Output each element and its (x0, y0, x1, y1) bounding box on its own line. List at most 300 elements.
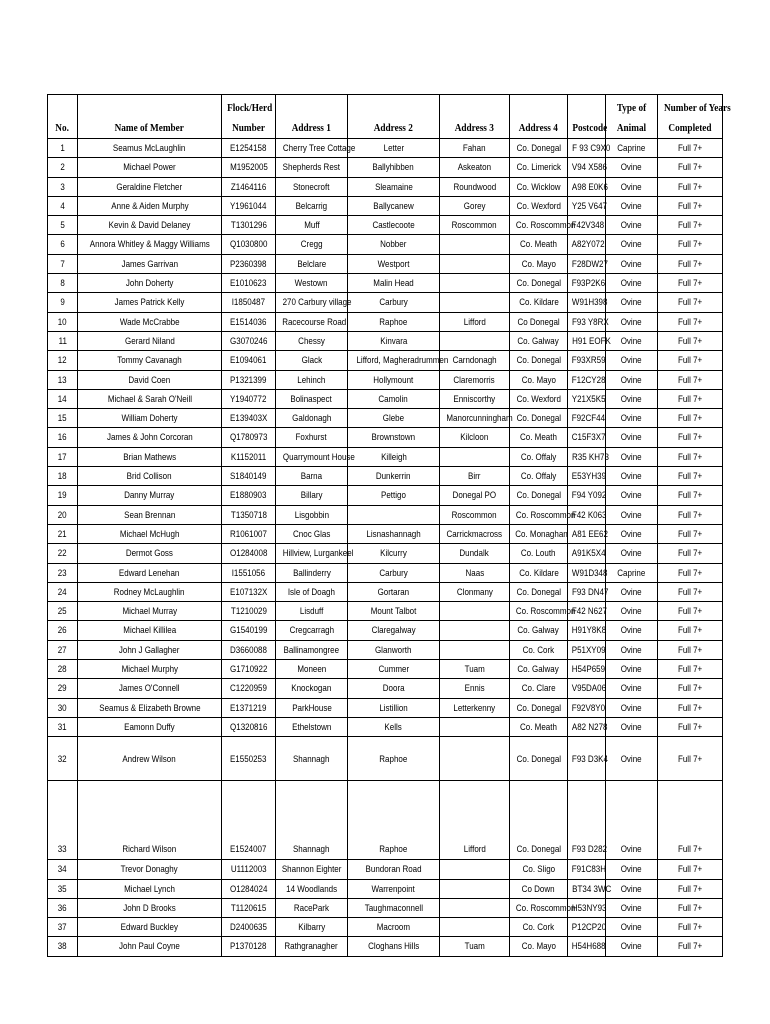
cell-address-2: Sleamaine (348, 177, 440, 196)
cell-flock: Z1464116 (222, 177, 276, 196)
cell-no: 19 (48, 486, 78, 505)
table-row (48, 177, 723, 196)
cell-flock: E1371219 (222, 698, 276, 717)
cell-address-3: Carrickmacross (440, 524, 510, 543)
cell-address-4: Co. Donegal (510, 737, 568, 781)
cell-animal: Ovine (606, 937, 658, 956)
cell-animal: Ovine (606, 351, 658, 370)
table-row (48, 737, 723, 781)
table-row (48, 196, 723, 215)
cell-name: Andrew Wilson (78, 737, 222, 781)
cell-address-2: Kilcurry (348, 544, 440, 563)
cell-postcode: A81 EE62 (568, 524, 606, 543)
cell-years: Full 7+ (658, 918, 723, 937)
table-row (48, 640, 723, 659)
cell-name: Geraldine Fletcher (78, 177, 222, 196)
cell-flock: Q1320816 (222, 717, 276, 736)
cell-animal: Ovine (606, 293, 658, 312)
cell-address-2: Glebe (348, 409, 440, 428)
cell-address-3 (440, 737, 510, 781)
cell-name: Eamonn Duffy (78, 717, 222, 736)
cell-flock: E1514036 (222, 312, 276, 331)
cell-no: 30 (48, 698, 78, 717)
cell-address-3 (440, 640, 510, 659)
cell-no: 18 (48, 467, 78, 486)
cell-address-3: Askeaton (440, 158, 510, 177)
cell-name: Wade McCrabbe (78, 312, 222, 331)
table-row (48, 879, 723, 898)
cell-flock: D3660088 (222, 640, 276, 659)
cell-years: Full 7+ (658, 582, 723, 601)
cell-animal: Ovine (606, 177, 658, 196)
cell-postcode: H53NY93 (568, 898, 606, 917)
cell-postcode: P12CP20 (568, 918, 606, 937)
cell-address-2: Raphoe (348, 312, 440, 331)
table-row (48, 274, 723, 293)
cell-address-1: Cregg (276, 235, 348, 254)
cell-address-1: Cregcarragh (276, 621, 348, 640)
cell-address-4: Co. Meath (510, 235, 568, 254)
cell-address-3 (440, 274, 510, 293)
cell-years: Full 7+ (658, 505, 723, 524)
cell-years: Full 7+ (658, 544, 723, 563)
table-row (48, 486, 723, 505)
header-flock: Flock/Herd Number (222, 95, 276, 139)
cell-years: Full 7+ (658, 235, 723, 254)
cell-postcode: H54H688 (568, 937, 606, 956)
cell-name: Sean Brennan (78, 505, 222, 524)
cell-no: 27 (48, 640, 78, 659)
cell-no: 11 (48, 331, 78, 350)
cell-name: John D Brooks (78, 898, 222, 917)
cell-years: Full 7+ (658, 640, 723, 659)
cell-name: Edward Lenehan (78, 563, 222, 582)
cell-animal: Ovine (606, 409, 658, 428)
cell-animal: Ovine (606, 679, 658, 698)
header-address-2: Address 2 (348, 95, 440, 139)
cell-address-1: Shepherds Rest (276, 158, 348, 177)
cell-address-3: Roundwood (440, 177, 510, 196)
cell-animal: Ovine (606, 486, 658, 505)
table-row (48, 409, 723, 428)
cell-name: Michael Power (78, 158, 222, 177)
cell-no: 22 (48, 544, 78, 563)
cell-address-3 (440, 621, 510, 640)
cell-name: Michael Murphy (78, 660, 222, 679)
cell-no: 36 (48, 898, 78, 917)
cell-postcode: F42 K063 (568, 505, 606, 524)
table-row (48, 679, 723, 698)
cell-address-1: ParkHouse (276, 698, 348, 717)
cell-address-2: Pettigo (348, 486, 440, 505)
cell-years: Full 7+ (658, 860, 723, 879)
cell-years: Full 7+ (658, 139, 723, 158)
cell-postcode: C15F3X7 (568, 428, 606, 447)
cell-address-4: Co. Kildare (510, 293, 568, 312)
cell-address-2: Letter (348, 139, 440, 158)
cell-flock: I1551056 (222, 563, 276, 582)
cell-name: Michael Murray (78, 602, 222, 621)
cell-address-1: Foxhurst (276, 428, 348, 447)
cell-address-1: Barna (276, 467, 348, 486)
table-row (48, 389, 723, 408)
cell-postcode: F93 Y8RX (568, 312, 606, 331)
cell-no: 8 (48, 274, 78, 293)
cell-address-4: Co. Mayo (510, 370, 568, 389)
cell-animal: Ovine (606, 235, 658, 254)
cell-address-1: Billary (276, 486, 348, 505)
cell-flock: C1220959 (222, 679, 276, 698)
cell-no: 14 (48, 389, 78, 408)
cell-no: 24 (48, 582, 78, 601)
cell-flock: T1120615 (222, 898, 276, 917)
cell-animal: Ovine (606, 660, 658, 679)
cell-flock: O1284008 (222, 544, 276, 563)
cell-address-1: Lisduff (276, 602, 348, 621)
cell-postcode: F93P2K6 (568, 274, 606, 293)
cell-address-2: Lifford, Magheradrummen (348, 351, 440, 370)
header-address-3: Address 3 (440, 95, 510, 139)
cell-address-3 (440, 860, 510, 879)
cell-no: 4 (48, 196, 78, 215)
cell-years: Full 7+ (658, 717, 723, 736)
cell-address-3 (440, 331, 510, 350)
cell-name: Michael Lynch (78, 879, 222, 898)
cell-address-2: Killeigh (348, 447, 440, 466)
cell-years: Full 7+ (658, 293, 723, 312)
cell-address-2: Nobber (348, 235, 440, 254)
cell-years: Full 7+ (658, 389, 723, 408)
cell-name: William Doherty (78, 409, 222, 428)
cell-address-4: Co. Donegal (510, 486, 568, 505)
cell-postcode: H91 EOFK (568, 331, 606, 350)
table-row (48, 158, 723, 177)
cell-address-1: RacePark (276, 898, 348, 917)
table-row (48, 602, 723, 621)
cell-no: 16 (48, 428, 78, 447)
cell-animal: Ovine (606, 274, 658, 293)
cell-address-1: 14 Woodlands (276, 879, 348, 898)
header-no: No. (48, 95, 78, 139)
cell-flock: P2360398 (222, 254, 276, 273)
cell-flock: T1210029 (222, 602, 276, 621)
cell-address-1: Cherry Tree Cottage (276, 139, 348, 158)
cell-animal: Ovine (606, 918, 658, 937)
cell-address-3: Lifford (440, 312, 510, 331)
cell-address-2: Carbury (348, 293, 440, 312)
cell-flock: T1350718 (222, 505, 276, 524)
cell-address-1: Shannagh (276, 781, 348, 860)
cell-years: Full 7+ (658, 351, 723, 370)
cell-address-2: Malin Head (348, 274, 440, 293)
cell-animal: Ovine (606, 312, 658, 331)
cell-name: James Garrivan (78, 254, 222, 273)
header-row (48, 95, 723, 139)
cell-name: James Patrick Kelly (78, 293, 222, 312)
cell-animal: Ovine (606, 196, 658, 215)
cell-animal: Ovine (606, 524, 658, 543)
cell-address-1: Chessy (276, 331, 348, 350)
cell-address-4: Co. Kildare (510, 563, 568, 582)
cell-address-4: Co. Roscommon (510, 216, 568, 235)
cell-address-2: Carbury (348, 563, 440, 582)
cell-address-3 (440, 293, 510, 312)
table-row (48, 331, 723, 350)
cell-address-2: Ballyhibben (348, 158, 440, 177)
cell-name: Trevor Donaghy (78, 860, 222, 879)
table-row (48, 544, 723, 563)
cell-animal: Ovine (606, 737, 658, 781)
cell-address-1: Quarrymount House (276, 447, 348, 466)
cell-address-3: Tuam (440, 660, 510, 679)
cell-animal: Ovine (606, 898, 658, 917)
cell-flock: U1112003 (222, 860, 276, 879)
table-row (48, 860, 723, 879)
cell-no: 35 (48, 879, 78, 898)
cell-animal: Ovine (606, 467, 658, 486)
cell-name: Dermot Goss (78, 544, 222, 563)
cell-flock: M1952005 (222, 158, 276, 177)
cell-name: Edward Buckley (78, 918, 222, 937)
cell-years: Full 7+ (658, 428, 723, 447)
cell-address-2: Taughmaconnell (348, 898, 440, 917)
cell-name: James O'Connell (78, 679, 222, 698)
cell-address-2 (348, 505, 440, 524)
cell-address-4: Co. Donegal (510, 781, 568, 860)
cell-name: Brian Mathews (78, 447, 222, 466)
cell-postcode: A82 N278 (568, 717, 606, 736)
cell-address-1: Galdonagh (276, 409, 348, 428)
cell-animal: Ovine (606, 216, 658, 235)
cell-postcode: F42V348 (568, 216, 606, 235)
cell-address-1: Shannon Eighter (276, 860, 348, 879)
cell-address-4: Co. Wexford (510, 196, 568, 215)
table-row (48, 254, 723, 273)
cell-flock: E1010623 (222, 274, 276, 293)
cell-address-3: Carndonagh (440, 351, 510, 370)
cell-address-3: Donegal PO (440, 486, 510, 505)
cell-no: 1 (48, 139, 78, 158)
cell-address-4: Co. Offaly (510, 447, 568, 466)
cell-animal: Ovine (606, 781, 658, 860)
cell-address-1: Shannagh (276, 737, 348, 781)
cell-animal: Ovine (606, 621, 658, 640)
cell-address-3: Kilcloon (440, 428, 510, 447)
cell-flock: T1301296 (222, 216, 276, 235)
cell-no: 21 (48, 524, 78, 543)
table-row (48, 781, 723, 860)
cell-postcode: F93 D3K4 (568, 737, 606, 781)
cell-address-1: Bolinaspect (276, 389, 348, 408)
cell-animal: Ovine (606, 370, 658, 389)
cell-no: 10 (48, 312, 78, 331)
cell-flock: G1540199 (222, 621, 276, 640)
cell-address-3 (440, 447, 510, 466)
cell-no: 2 (48, 158, 78, 177)
cell-animal: Ovine (606, 860, 658, 879)
cell-years: Full 7+ (658, 331, 723, 350)
cell-address-4: Co. Donegal (510, 351, 568, 370)
table-row (48, 505, 723, 524)
cell-address-4: Co Donegal (510, 312, 568, 331)
cell-address-1: Ballinderry (276, 563, 348, 582)
cell-animal: Ovine (606, 428, 658, 447)
cell-years: Full 7+ (658, 621, 723, 640)
header-address-1: Address 1 (276, 95, 348, 139)
cell-no: 13 (48, 370, 78, 389)
cell-postcode: F93 D282 (568, 781, 606, 860)
cell-no: 37 (48, 918, 78, 937)
cell-address-3: Roscommon (440, 505, 510, 524)
cell-flock: E139403X (222, 409, 276, 428)
cell-address-4: Co. Limerick (510, 158, 568, 177)
cell-name: Danny Murray (78, 486, 222, 505)
cell-address-4: Co. Mayo (510, 254, 568, 273)
cell-no: 5 (48, 216, 78, 235)
cell-address-1: 270 Carbury village (276, 293, 348, 312)
cell-animal: Ovine (606, 698, 658, 717)
cell-address-4: Co. Roscommon (510, 505, 568, 524)
cell-name: Michael & Sarah O'Neill (78, 389, 222, 408)
cell-flock: Y1961044 (222, 196, 276, 215)
cell-years: Full 7+ (658, 216, 723, 235)
cell-name: John Doherty (78, 274, 222, 293)
cell-animal: Ovine (606, 879, 658, 898)
cell-flock: E1550253 (222, 737, 276, 781)
cell-no: 12 (48, 351, 78, 370)
cell-address-3: Birr (440, 467, 510, 486)
cell-no: 15 (48, 409, 78, 428)
cell-postcode: F42 N627 (568, 602, 606, 621)
cell-address-4: Co. Donegal (510, 274, 568, 293)
cell-postcode: V95DA06 (568, 679, 606, 698)
cell-address-3 (440, 254, 510, 273)
cell-name: Gerard Niland (78, 331, 222, 350)
cell-flock: Q1030800 (222, 235, 276, 254)
cell-animal: Ovine (606, 717, 658, 736)
cell-address-3: Gorey (440, 196, 510, 215)
cell-postcode: F 93 C9X0 (568, 139, 606, 158)
cell-no: 33 (48, 781, 78, 860)
cell-address-1: Belclare (276, 254, 348, 273)
cell-animal: Ovine (606, 158, 658, 177)
cell-address-3: Ennis (440, 679, 510, 698)
cell-flock: P1321399 (222, 370, 276, 389)
cell-address-1: Ballinamongree (276, 640, 348, 659)
cell-address-1: Lehinch (276, 370, 348, 389)
header-name: Name of Member (78, 95, 222, 139)
cell-name: Anne & Aiden Murphy (78, 196, 222, 215)
cell-years: Full 7+ (658, 937, 723, 956)
table-row (48, 918, 723, 937)
cell-address-4: Co. Donegal (510, 698, 568, 717)
cell-address-2: Ballycanew (348, 196, 440, 215)
cell-postcode: F92CF44 (568, 409, 606, 428)
cell-years: Full 7+ (658, 274, 723, 293)
table-row (48, 447, 723, 466)
cell-address-3: Claremorris (440, 370, 510, 389)
cell-postcode: W91D348 (568, 563, 606, 582)
cell-animal: Caprine (606, 139, 658, 158)
cell-no: 9 (48, 293, 78, 312)
cell-flock: K1152011 (222, 447, 276, 466)
cell-name: Annora Whitley & Maggy Williams (78, 235, 222, 254)
cell-years: Full 7+ (658, 879, 723, 898)
cell-address-4: Co. Galway (510, 331, 568, 350)
cell-postcode: A98 E0K6 (568, 177, 606, 196)
cell-address-4: Co Down (510, 879, 568, 898)
cell-no: 17 (48, 447, 78, 466)
table-row (48, 351, 723, 370)
cell-address-4: Co. Donegal (510, 582, 568, 601)
cell-animal: Ovine (606, 505, 658, 524)
header-animal: Type of Animal (606, 95, 658, 139)
table-row (48, 698, 723, 717)
cell-address-4: Co. Donegal (510, 409, 568, 428)
cell-years: Full 7+ (658, 409, 723, 428)
cell-address-4: Co. Donegal (510, 139, 568, 158)
cell-postcode: W91H398 (568, 293, 606, 312)
cell-address-2: Kells (348, 717, 440, 736)
cell-years: Full 7+ (658, 158, 723, 177)
cell-postcode: E53YH39 (568, 467, 606, 486)
cell-address-4: Co. Cork (510, 640, 568, 659)
cell-name: Brid Collison (78, 467, 222, 486)
table-row (48, 563, 723, 582)
cell-name: Tommy Cavanagh (78, 351, 222, 370)
cell-address-1: Muff (276, 216, 348, 235)
cell-no: 23 (48, 563, 78, 582)
cell-address-3 (440, 898, 510, 917)
table-row (48, 467, 723, 486)
cell-address-2: Warrenpoint (348, 879, 440, 898)
cell-years: Full 7+ (658, 781, 723, 860)
cell-years: Full 7+ (658, 698, 723, 717)
cell-flock: P1370128 (222, 937, 276, 956)
cell-address-2: Westport (348, 254, 440, 273)
cell-no: 31 (48, 717, 78, 736)
cell-address-2: Lisnashannagh (348, 524, 440, 543)
cell-years: Full 7+ (658, 312, 723, 331)
cell-postcode: R35 KH73 (568, 447, 606, 466)
members-table (47, 94, 731, 957)
cell-flock: G1710922 (222, 660, 276, 679)
cell-animal: Caprine (606, 563, 658, 582)
cell-no: 7 (48, 254, 78, 273)
cell-address-2: Castlecoote (348, 216, 440, 235)
cell-address-4: Co. Galway (510, 621, 568, 640)
cell-address-3: Dundalk (440, 544, 510, 563)
cell-address-2: Macroom (348, 918, 440, 937)
cell-address-2: Doora (348, 679, 440, 698)
cell-address-1: Hillview, Lurgankeel (276, 544, 348, 563)
cell-animal: Ovine (606, 582, 658, 601)
cell-address-4: Co. Sligo (510, 860, 568, 879)
cell-address-4: Co. Meath (510, 717, 568, 736)
cell-years: Full 7+ (658, 370, 723, 389)
cell-address-4: Co. Wicklow (510, 177, 568, 196)
table-row (48, 293, 723, 312)
cell-address-2: Kinvara (348, 331, 440, 350)
cell-years: Full 7+ (658, 467, 723, 486)
cell-postcode: F94 Y092 (568, 486, 606, 505)
cell-address-3: Letterkenny (440, 698, 510, 717)
cell-address-2: Brownstown (348, 428, 440, 447)
cell-name: Rodney McLaughlin (78, 582, 222, 601)
cell-address-2: Camolin (348, 389, 440, 408)
cell-no: 38 (48, 937, 78, 956)
cell-postcode: Y25 V647 (568, 196, 606, 215)
